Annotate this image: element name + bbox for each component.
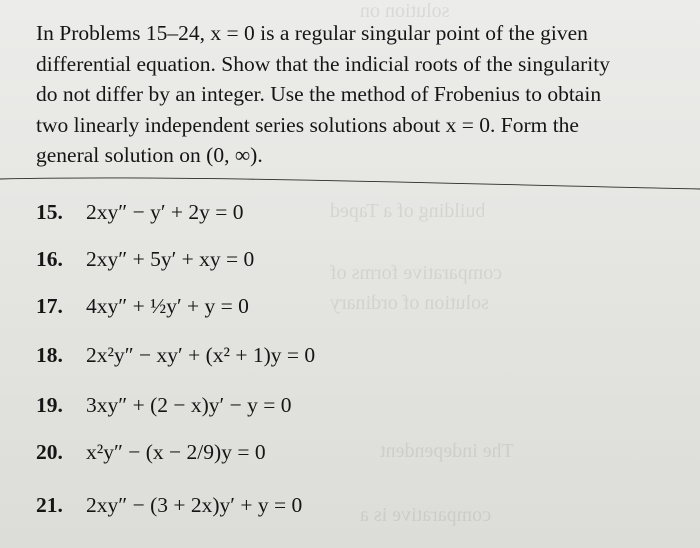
bleed-through-text: solution on xyxy=(360,0,450,22)
problem-number: 15. xyxy=(36,200,63,224)
problem-number: 19. xyxy=(36,393,63,417)
instructions-text: In Problems 15–24, x = 0 is a regular singular point of the given differential equation. Show that the indicial roots of the singularity do not differ by an integer. Use the method of Frobenius to obtain two linearly independent series solutions about x = 0. Form the general solution on (0, ∞). xyxy=(36,21,611,167)
problem-item xyxy=(36,197,244,227)
problem-number: 16. xyxy=(36,247,63,271)
bleed-through-text: solution of ordinary xyxy=(330,292,489,314)
section-divider xyxy=(0,171,700,195)
problem-number: 17. xyxy=(36,294,63,318)
problem-equation: 2xy″ − y′ + 2y = 0 xyxy=(86,200,244,224)
problem-number: 21. xyxy=(36,493,63,517)
bleed-through-text: The independent xyxy=(380,440,514,462)
problem-equation: 3xy″ + (2 − x)y′ − y = 0 xyxy=(86,393,292,417)
problem-item xyxy=(36,437,266,467)
problem-item xyxy=(36,390,291,420)
problem-item xyxy=(36,291,249,321)
bleed-through-text: comparative forms of xyxy=(330,262,503,284)
problem-number: 20. xyxy=(36,440,63,464)
problem-instructions xyxy=(36,18,636,171)
problem-equation: 2xy″ − (3 + 2x)y′ + y = 0 xyxy=(86,493,303,517)
problem-item xyxy=(36,490,302,520)
problem-number: 18. xyxy=(36,343,63,367)
problem-item xyxy=(36,244,254,274)
problem-equation: x²y″ − (x − 2/9)y = 0 xyxy=(86,440,266,464)
problem-item xyxy=(36,340,315,370)
problem-equation: 2x²y″ − xy′ + (x² + 1)y = 0 xyxy=(86,343,316,367)
bleed-through-text: building of a Taped xyxy=(330,200,486,222)
bleed-through-text: comparative is a xyxy=(360,504,492,526)
problem-equation: 4xy″ + ½y′ + y = 0 xyxy=(86,294,249,318)
problem-equation: 2xy″ + 5y′ + xy = 0 xyxy=(86,247,255,271)
